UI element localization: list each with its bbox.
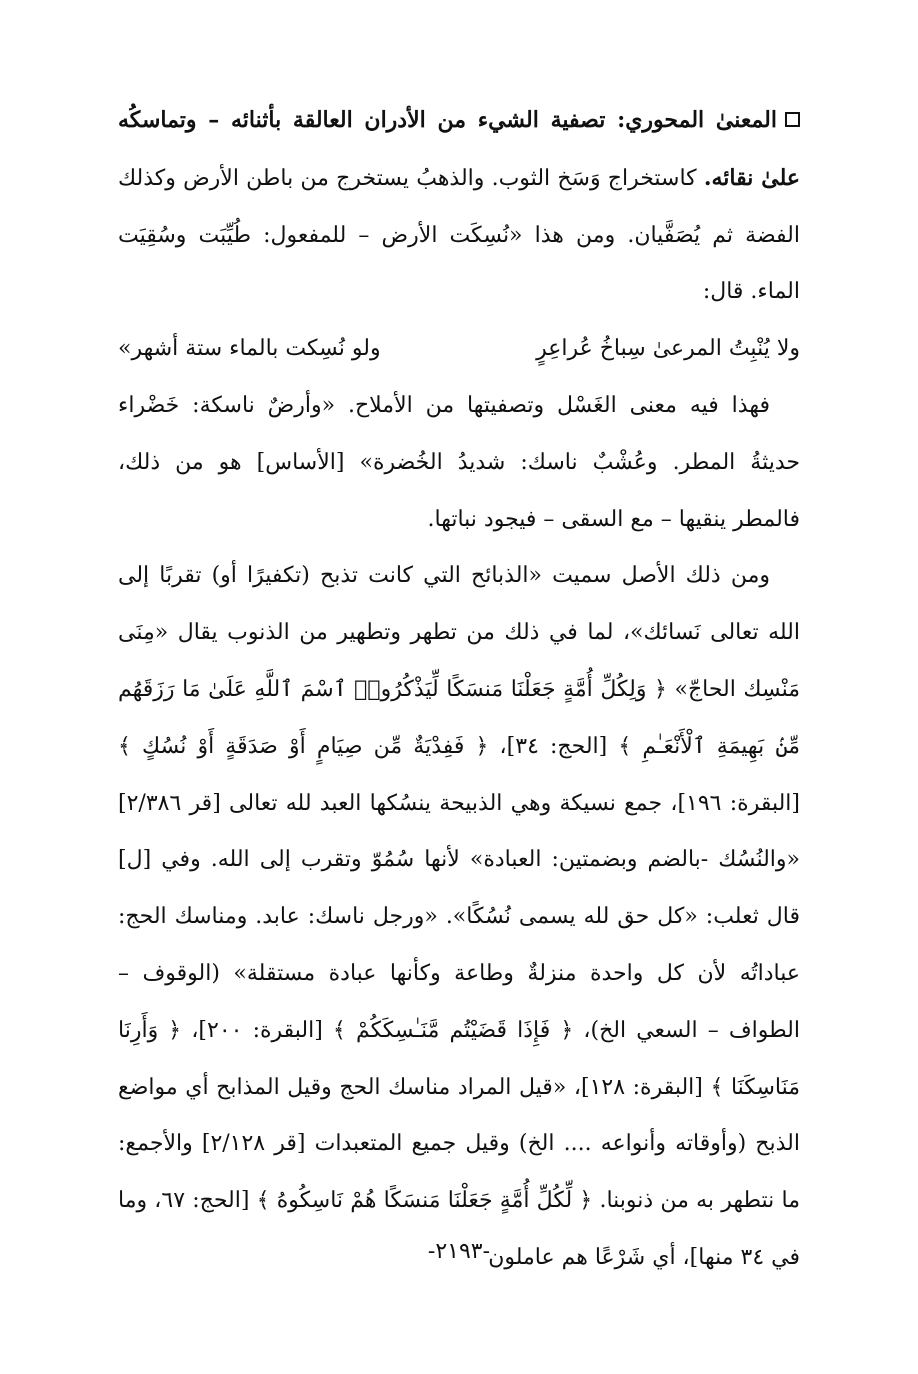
verse-first-hemistich: ولا يُنْبِتُ المرعىٰ سِباخُ عُراعِرٍ — [536, 336, 800, 362]
paragraph-core-meaning — [118, 92, 800, 321]
core-meaning-heading: المعنىٰ المحوري: تصفية الشيء من الأدران العالقة بأثنائه – وتماسكُه علىٰ نقائه. — [118, 107, 800, 191]
verse-second-hemistich: ولو نُسِكت بالماء ستة أشهر» — [118, 336, 381, 362]
poetry-verse — [118, 321, 800, 378]
paragraph-washing: فهذا فيه معنى الغَسْل وتصفيتها من الأملاح. «وأرضٌ ناسكة: خَضْراء حديثةُ المطر. وعُشْبٌ ناسك: شديدُ الخُضرة» [الأساس] هو من ذلك، فالمطر ينقيها – مع السقى – فيجود نباتها. — [118, 392, 800, 532]
square-bullet-icon — [785, 112, 800, 127]
page-number: -٢١٩٣- — [427, 1239, 491, 1264]
paragraph-rituals: ومن ذلك الأصل سميت «الذبائح التي كانت تذبح (تكفيرًا أو) تقربًا إلى الله تعالى نَسائك»، لما في ذلك من تطهر وتطهير من الذنوب يقال «مِنَى مَنْسِك الحاجّ» ﴿ وَلِكُلِّ أُمَّةٍ جَعَلْنَا مَنسَكًا لِّيَذْكُرُوا۟ ٱسْمَ ٱللَّهِ عَلَىٰ مَا رَزَقَهُم مِّنۢ بَهِيمَةِ ٱلْأَنْعَـٰمِ ﴾ [الحج: ٣٤]، ﴿ فَفِدْيَةٌ مِّن صِيَامٍ أَوْ صَدَقَةٍ أَوْ نُسُكٍ ﴾ [البقرة: ١٩٦]، جمع نسيكة وهي الذبيحة ينسُكها العبد لله تعالى [قر ٢/٣٨٦] «والنُسُك -بالضم وبضمتين: العبادة» لأنها سُمُوّ وتقرب إلى الله. وفي [ل] قال ثعلب: «كل حق لله يسمى نُسُكًا». «ورجل ناسك: عابد. ومناسك الحج: عباداتُه لأن كل واحدة منزلةٌ وطاعة وكأنها عبادة مستقلة» (الوقوف – الطواف – السعي الخ)، ﴿ فَإِذَا قَضَيْتُم مَّنَـٰسِكَكُمْ ﴾ [البقرة: ٢٠٠]، ﴿ وَأَرِنَا مَنَاسِكَنَا ﴾ [البقرة: ١٢٨]، «قيل المراد مناسك الحج وقيل المذابح أي مواضع الذبح (وأوقاته وأنواعه .... الخ) وقيل جميع المتعبدات [قر ٢/١٢٨] والأجمع: ما نتطهر به من ذنوبنا. ﴿ لِّكُلِّ أُمَّةٍ جَعَلْنَا مَنسَكًا هُمْ نَاسِكُوهُ ﴾ [الحج: ٦٧، وما في ٣٤ منها]، أي شَرْعًا هم عاملون — [118, 563, 801, 1270]
article-body — [118, 92, 800, 1287]
core-meaning-text: كاستخراج وَسَخ الثوب. والذهبُ يستخرج من باطن الأرض وكذلك الفضة ثم يُصَفَّيان. ومن هذا «نُسِكَت الأرض – للمفعول: طُيِّبَت وسُقِيَت الماء. قال: — [118, 165, 800, 305]
